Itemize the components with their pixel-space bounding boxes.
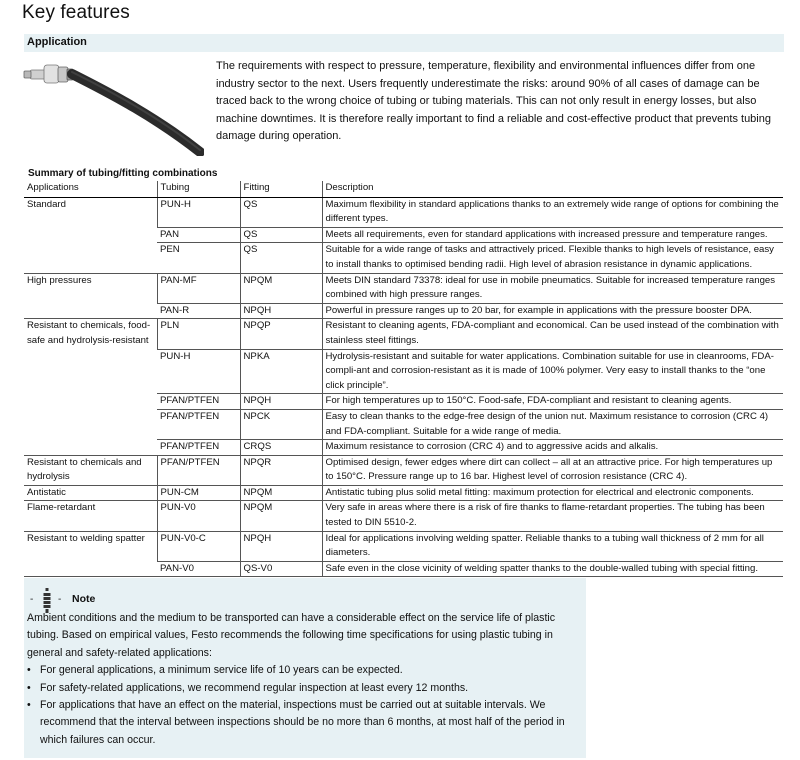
fitting-cell: QS: [240, 197, 322, 227]
description-cell: Powerful in pressure ranges up to 20 bar, for example in applications with the pressure booster DPA.: [322, 303, 783, 319]
application-cell: Antistatic: [24, 485, 157, 501]
tubing-cell: PFAN/PTFEN: [157, 455, 240, 485]
table-row: [24, 455, 783, 485]
application-cell: Flame-retardant: [24, 501, 157, 531]
description-cell: Meets all requirements, even for standard applications with increased pressure and temperature ranges.: [322, 227, 783, 243]
description-cell: Maximum resistance to corrosion (CRC 4) and to aggressive acids and alkalis.: [322, 440, 783, 456]
bullet-text: For general applications, a minimum service life of 10 years can be expected.: [40, 664, 403, 677]
fitting-cell: NPQM: [240, 501, 322, 531]
description-cell: For high temperatures up to 150°C. Food-safe, FDA-compliant and resistant to cleaning agents.: [322, 394, 783, 410]
description-cell: Very safe in areas where there is a risk of fire thanks to flame-retardant properties. The tubing has been tested to DIN 5510-2.: [322, 501, 783, 531]
application-cell: High pressures: [24, 273, 157, 319]
application-intro-text: The requirements with respect to pressure, temperature, flexibility and environmental influences differ from one industry sector to the next. Users frequently underestimate the risks: around 90% of all cases of damage can be traced back to the wrong choice of tubing or tubing materials. This can not only result in energy losses, but also machine downtimes. It is therefore really important to find a reliable and cost-effective product that prevents tubing damage during operation.: [216, 60, 771, 143]
table-row: [24, 197, 783, 227]
table-body: [24, 197, 783, 577]
tubing-cell: PUN-H: [157, 349, 240, 394]
fitting-cell: NPQH: [240, 303, 322, 319]
fitting-cell: CRQS: [240, 440, 322, 456]
table-row: [24, 501, 783, 531]
table-row: [24, 531, 783, 561]
tubing-cell: PFAN/PTFEN: [157, 409, 240, 439]
header-applications: Applications: [24, 181, 157, 197]
application-heading-bar: [24, 34, 784, 52]
note-bullet-list: [27, 662, 583, 749]
list-item: [27, 680, 583, 697]
description-cell: Resistant to cleaning agents, FDA-compliant and economical. Can be used instead of the combination with stainless steel fittings.: [322, 319, 783, 349]
tubing-cell: PUN-CM: [157, 485, 240, 501]
bullet-text: For applications that have an effect on the material, inspections must be carried out at suitable intervals. We recommend that the interval between inspections should be no more than 6 months, at most half of the period in which failures can occur.: [40, 699, 565, 746]
tubing-cell: PAN-R: [157, 303, 240, 319]
application-cell: Standard: [24, 197, 157, 273]
fitting-cell: NPKA: [240, 349, 322, 394]
table-row: [24, 273, 783, 303]
fitting-cell: NPQM: [240, 273, 322, 303]
tubing-fitting-table: [24, 181, 783, 577]
note-box: [24, 578, 586, 758]
description-cell: Easy to clean thanks to the edge-free design of the union nut. Maximum resistance to corrosion (CRC 4) and FDA-compliant. Suitable for a wide range of media.: [322, 409, 783, 439]
table-row: [24, 485, 783, 501]
fitting-cell: NPQM: [240, 485, 322, 501]
description-cell: Meets DIN standard 73378: ideal for use in mobile pneumatics. Suitable for increased temperature ranges combined with high pressure ranges.: [322, 273, 783, 303]
dash-mark: -: [58, 594, 62, 605]
description-cell: Suitable for a wide range of tasks and attractively priced. Flexible thanks to high levels of resistance, easy to install thanks to optimised bending radii. High level of abrasion resistance in dynamic applications.: [322, 243, 783, 273]
table-header-row: [24, 181, 783, 197]
fitting-cell: NPCK: [240, 409, 322, 439]
bullet-mark: •: [27, 699, 31, 712]
description-cell: Safe even in the close vicinity of welding spatter thanks to the double-walled tubing with special fitting.: [322, 561, 783, 577]
fitting-cell: QS: [240, 243, 322, 273]
description-cell: Antistatic tubing plus solid metal fitting: maximum protection for electrical and electronic components.: [322, 485, 783, 501]
tubing-cell: PAN-V0: [157, 561, 240, 577]
bullet-mark: •: [27, 664, 31, 677]
fitting-cell: NPQP: [240, 319, 322, 349]
tubing-cell: PFAN/PTFEN: [157, 440, 240, 456]
tubing-cell: PLN: [157, 319, 240, 349]
fitting-cell: NPQH: [240, 531, 322, 561]
header-fitting: Fitting: [240, 181, 322, 197]
fitting-cell: NPQR: [240, 455, 322, 485]
bullet-text: For safety-related applications, we recommend regular inspection at least every 12 months.: [40, 681, 469, 694]
list-item: [27, 662, 583, 679]
tubing-cell: PUN-H: [157, 197, 240, 227]
note-label: Note: [72, 593, 96, 605]
application-cell: Resistant to chemicals and hydrolysis: [24, 455, 157, 485]
description-cell: Maximum flexibility in standard applications thanks to an extremely wide range of options for combining the different types.: [322, 197, 783, 227]
page-title: Key features: [22, 2, 130, 23]
fitting-cell: NPQH: [240, 394, 322, 410]
application-cell: Resistant to welding spatter: [24, 531, 157, 577]
dash-mark: -: [30, 594, 34, 605]
description-cell: Hydrolysis-resistant and suitable for water applications. Combination suitable for use in cleanrooms, FDA-compli-ant and corrosion-resistant as it is made of 100% polymer. Very easy to install thanks to the “one click principle”.: [322, 349, 783, 394]
header-tubing: Tubing: [157, 181, 240, 197]
tubing-cell: PUN-V0-C: [157, 531, 240, 561]
table-caption: Summary of tubing/fitting combinations: [28, 168, 218, 179]
list-item: [27, 697, 583, 749]
tubing-cell: PAN-MF: [157, 273, 240, 303]
tubing-cell: PFAN/PTFEN: [157, 394, 240, 410]
application-heading: Application: [27, 36, 87, 48]
tubing-cell: PEN: [157, 243, 240, 273]
bullet-mark: •: [27, 681, 31, 694]
note-paragraph: Ambient conditions and the medium to be transported can have a considerable effect on the service life of plastic tubing. Based on empirical values, Festo recommends the following time specifications for using plastic tubing in general and safety-related applications:: [27, 612, 556, 659]
note-body: [27, 610, 583, 749]
application-cell: Resistant to chemicals, food-safe and hydrolysis-resistant: [24, 319, 157, 455]
fitting-cell: QS: [240, 227, 322, 243]
tubing-cell: PUN-V0: [157, 501, 240, 531]
table-row: [24, 319, 783, 349]
tubing-fitting-image: [22, 56, 204, 156]
description-cell: Ideal for applications involving welding spatter. Reliable thanks to a tubing wall thickness of 2 mm for all diameters.: [322, 531, 783, 561]
fitting-cell: QS-V0: [240, 561, 322, 577]
description-cell: Optimised design, fewer edges where dirt can collect – all at an attractive price. For high temperatures up to 150°C. Pressure range up to 16 bar. Highest level of corrosion resistance (CRC 4).: [322, 455, 783, 485]
header-description: Description: [322, 181, 783, 197]
tubing-cell: PAN: [157, 227, 240, 243]
